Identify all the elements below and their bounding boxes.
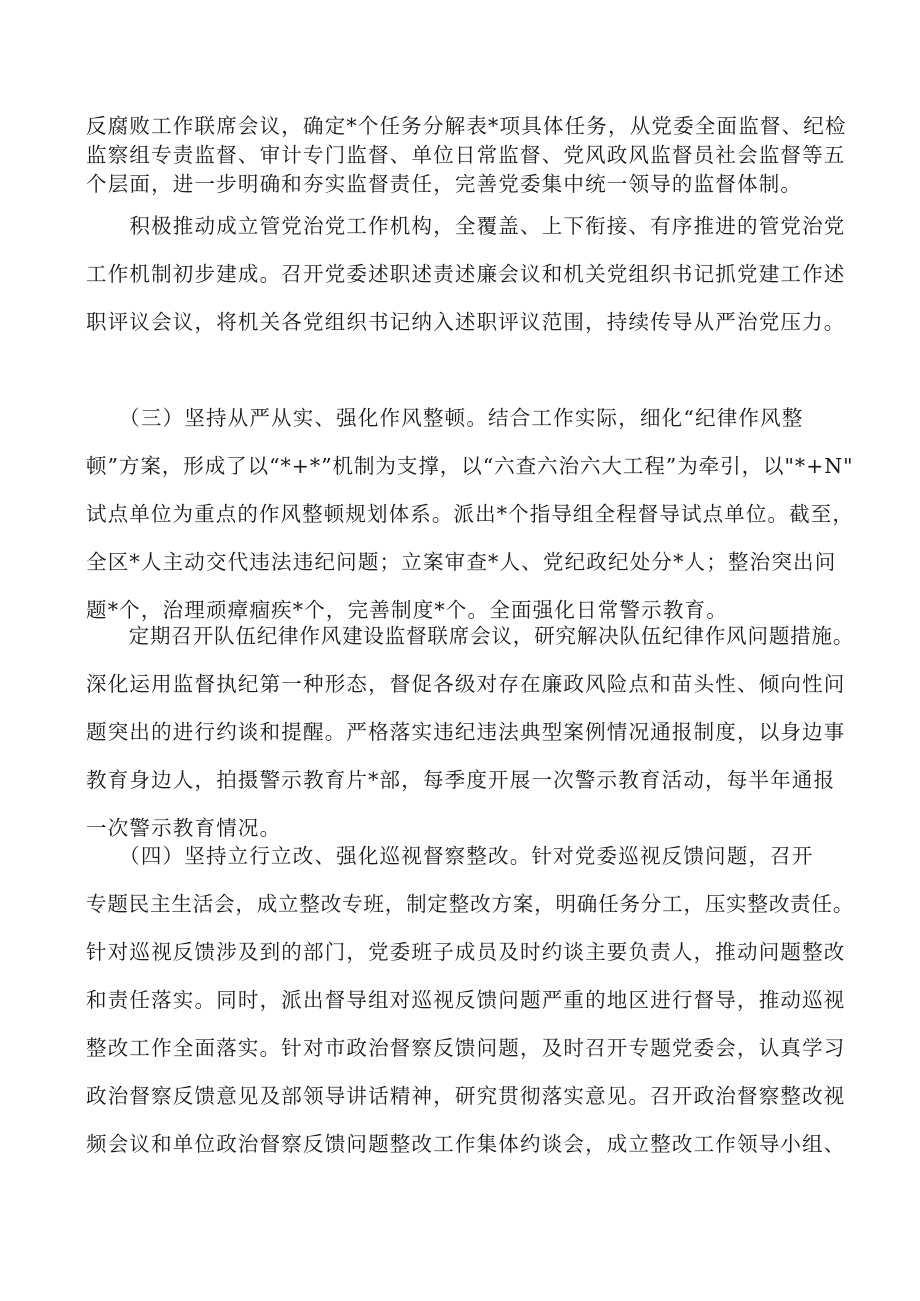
paragraph-line: 题*个，治理顽瘴痼疾*个，完善制度*个。全面强化日常警示教育。 bbox=[86, 598, 728, 622]
paragraph-line: 频会议和单位政治督察反馈问题整改工作集体约谈会，成立整改工作领导小组、 bbox=[86, 1132, 846, 1156]
paragraph-5 bbox=[86, 832, 854, 1168]
paragraph-line: 工作机制初步建成。召开党委述职述责述廉会议和机关党组织书记抓党建工作述 bbox=[86, 262, 846, 286]
paragraph-line: 一次警示教育情况。 bbox=[86, 816, 282, 840]
paragraph-line: 政治督察反馈意见及部领导讲话精神，研究贯彻落实意见。召开政治督察整改视 bbox=[86, 1084, 846, 1108]
paragraph-line: 全区*人主动交代违法违纪问题；立案审查*人、党纪政纪处分*人；整治突出问 bbox=[86, 550, 837, 574]
paragraph-line: 积极推动成立管党治党工作机构，全覆盖、上下衔接、有序推进的管党治党 bbox=[86, 214, 846, 238]
paragraph-line: 个层面，进一步明确和夯实监督责任，完善党委集中统一领导的监督体制。 bbox=[86, 172, 803, 196]
paragraph-line: 试点单位为重点的作风整顿规划体系。派出*个指导组全程督导试点单位。截至， bbox=[86, 502, 854, 526]
paragraph-line: 题突出的进行约谈和提醒。严格落实违纪违法典型案例情况通报制度，以身边事 bbox=[86, 720, 846, 744]
paragraph-2 bbox=[86, 202, 854, 346]
paragraph-line: （四）坚持立行立改、强化巡视督察整改。针对党委巡视反馈问题，召开 bbox=[86, 844, 814, 868]
paragraph-line: 顿”方案，形成了以“*+*”机制为支撑，以“六查六治六大工程”为牵引，以"*+N" bbox=[86, 454, 854, 478]
paragraph-line: 专题民主生活会，成立整改专班，制定整改方案，明确任务分工，压实整改责任。 bbox=[86, 892, 855, 916]
paragraph-line: 和责任落实。同时，派出督导组对巡视反馈问题严重的地区进行督导，推动巡视 bbox=[86, 988, 846, 1012]
paragraph-line: 整改工作全面落实。针对市政治督察反馈问题，及时召开专题党委会，认真学习 bbox=[86, 1036, 846, 1060]
paragraph-line: 针对巡视反馈涉及到的部门，党委班子成员及时约谈主要负责人，推动问题整改 bbox=[86, 940, 846, 964]
paragraph-line: 监察组专责监督、审计专门监督、单位日常监督、党风政风监督员社会监督等五 bbox=[86, 143, 846, 167]
paragraph-line: 反腐败工作联席会议，确定*个任务分解表*项具体任务，从党委全面监督、纪检 bbox=[86, 114, 847, 138]
paragraph-line: 职评议会议，将机关各党组织书记纳入述职评议范围，持续传导从严治党压力。 bbox=[86, 310, 846, 334]
paragraph-1 bbox=[86, 112, 854, 199]
paragraph-line: 定期召开队伍纪律作风建设监督联席会议，研究解决队伍纪律作风问题措施。 bbox=[86, 624, 855, 648]
paragraph-line: （三）坚持从严从实、强化作风整顿。结合工作实际，细化“纪律作风整 bbox=[86, 406, 804, 430]
paragraph-line: 教育身边人，拍摄警示教育片*部，每季度开展一次警示教育活动，每半年通报 bbox=[86, 768, 836, 792]
paragraph-4 bbox=[86, 612, 854, 852]
paragraph-3 bbox=[86, 394, 854, 634]
paragraph-line: 深化运用监督执纪第一种形态，督促各级对存在廉政风险点和苗头性、倾向性问 bbox=[86, 672, 846, 696]
